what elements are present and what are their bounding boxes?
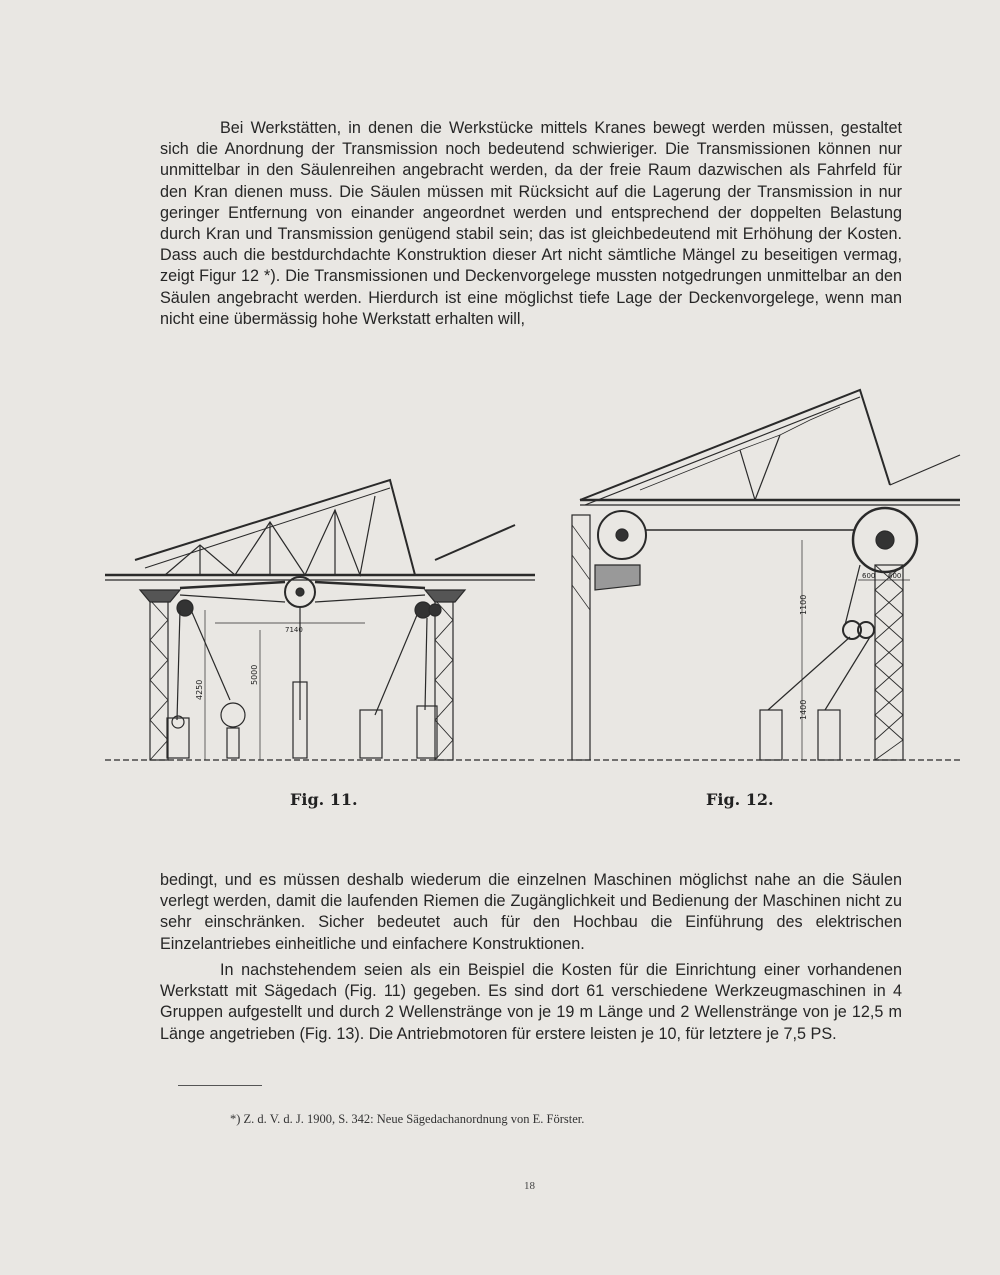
paragraph-text: Bei Werkstätten, in denen die Werkstücke mittels Kranes bewegt werden müssen, gestaltet sich die Anordnung der Transmission noch bedeutend schwieriger. Die Transmissionen können nur unmittelbar in den Säulenreihen angebracht werden, da der freie Raum dazwischen als Fahrfeld für den Kran dienen muss. Die Säulen müssen mit Rücksicht auf die Lagerung der Transmission in nur geringer Entfernung von einander angeordnet werden und entsprechend der doppelten Belastung durch Kran und Transmission genügend stabil sein; das ist gleichbedeutend mit Erhöhung der Kosten. Dass auch die bestdurchdachte Konstruktion dieser Art nicht sämtliche Mängel zu beseitigen vermag, zeigt Figur 12 *). Die Transmissionen und Deckenvorgelege mussten notgedrungen unmittelbar an den Säulen angebracht werden. Hierdurch ist eine möglichst tiefe Lage der Deckenvorgelege, wenn man nicht eine übermässig hohe Werkstatt erhalten will, bbox=[160, 119, 902, 328]
fig11-dim-height-small: 4250 bbox=[195, 679, 204, 700]
fig12-dim-right-offset: 600 bbox=[888, 572, 902, 580]
paragraph-cranes-transmission bbox=[160, 118, 902, 330]
footnote-divider bbox=[178, 1085, 262, 1086]
figure-12-drawing bbox=[540, 375, 965, 770]
paragraph-cost-example bbox=[160, 960, 902, 1045]
page-number: 18 bbox=[524, 1180, 535, 1192]
figure-12-caption: Fig. 12. bbox=[706, 790, 774, 809]
fig12-dim-lower: 1400 bbox=[799, 699, 808, 720]
fig11-dim-height-large: 5000 bbox=[250, 664, 259, 685]
figure-11-caption: Fig. 11. bbox=[290, 790, 358, 809]
paragraph-text: In nachstehendem seien als ein Beispiel die Kosten für die Einrichtung einer vorhandenen Werkstatt mit Sägedach (Fig. 11) gegeben. Es sind dort 61 verschiedene Werkzeugmaschinen in 4 Gruppen aufgestellt und durch 2 Wellenstränge von je 19 m Länge und 2 Wellenstränge von je 12,5 m Länge angetrieben (Fig. 13). Die Antriebmotoren für erstere leisten je 10, für letztere je 7,5 PS. bbox=[160, 961, 902, 1043]
figure-11-drawing bbox=[105, 460, 535, 770]
fig12-dim-left-offset: 600 bbox=[862, 572, 876, 580]
footnote: *) Z. d. V. d. J. 1900, S. 342: Neue Sägedachanordnung von E. Förster. bbox=[230, 1112, 585, 1126]
paragraph-text: bedingt, und es müssen deshalb wiederum die einzelnen Maschinen möglichst nahe an die Säulen verlegt werden, damit die laufenden Riemen die Zugänglichkeit und Bedienung der Maschinen nicht zu sehr einschränken. Sicher bedeutet auch für den Hochbau die Einführung des elektrischen Einzelantriebes einheitliche und einfachere Konstruktionen. bbox=[160, 871, 902, 953]
paragraph-machine-placement bbox=[160, 870, 902, 955]
fig12-dim-upper: 1100 bbox=[799, 594, 808, 615]
fig11-dim-span: 7140 bbox=[285, 626, 303, 634]
